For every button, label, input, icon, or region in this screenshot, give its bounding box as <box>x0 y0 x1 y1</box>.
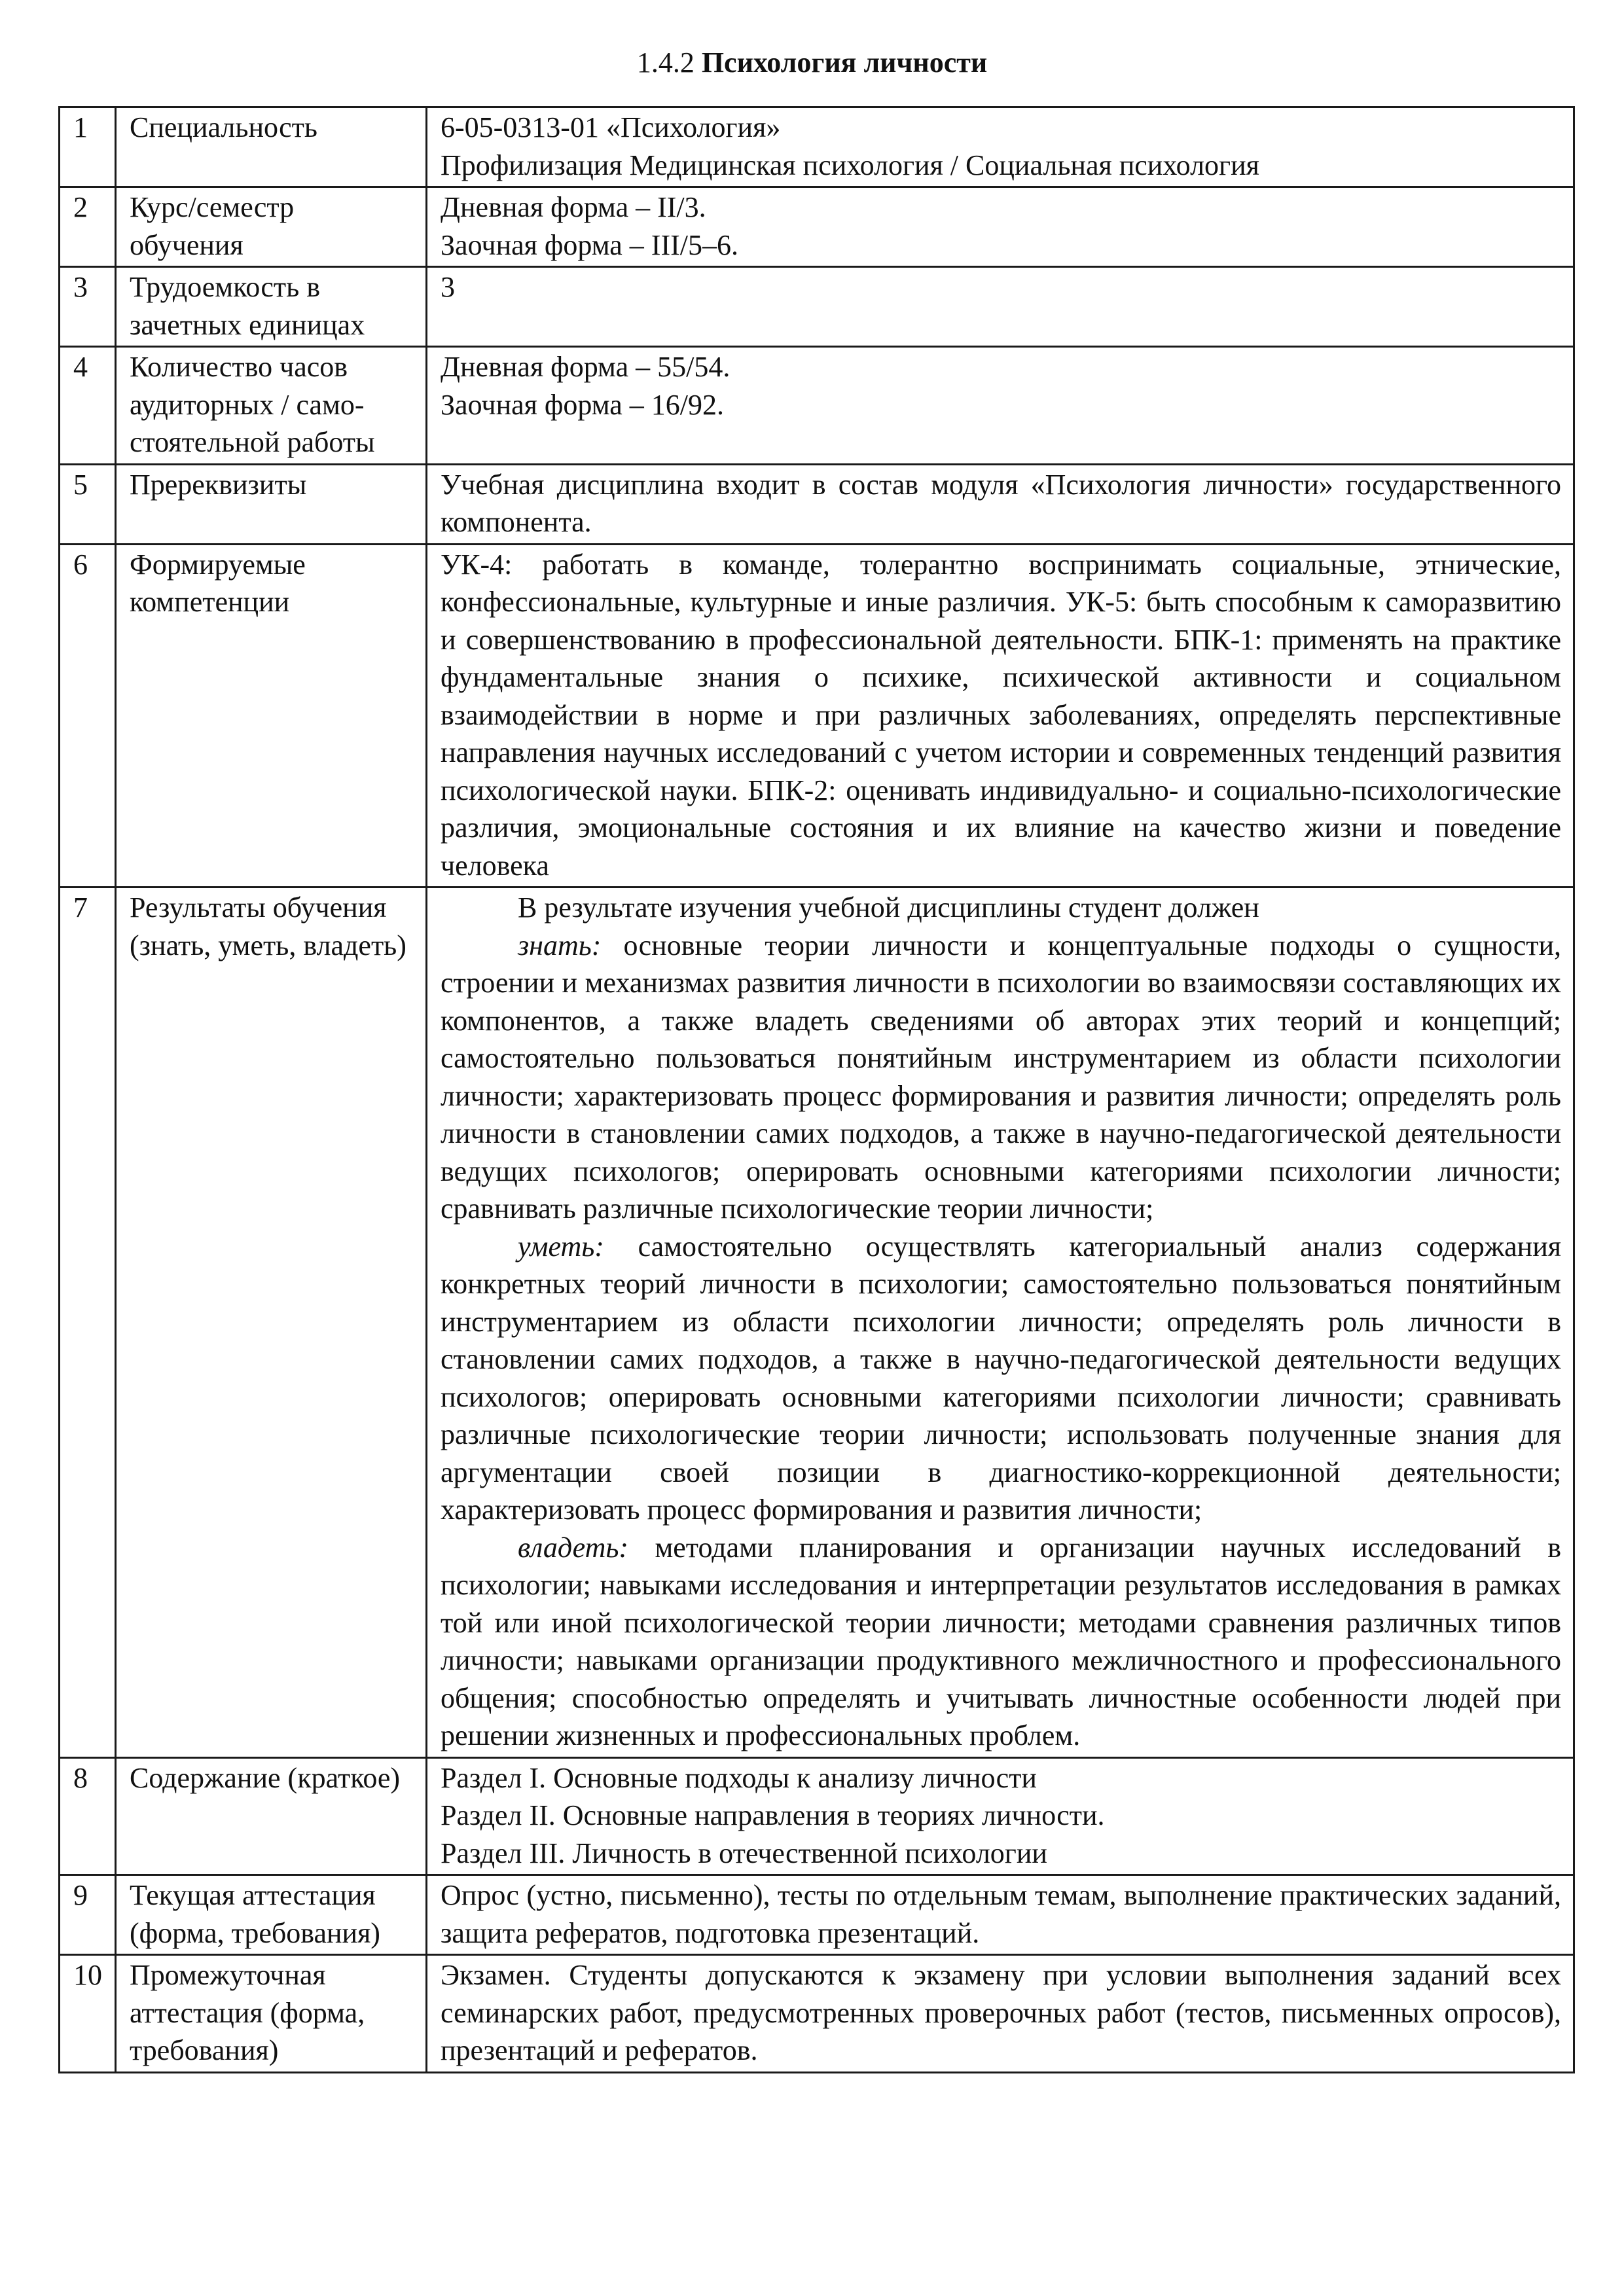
row-number: 2 <box>60 187 116 267</box>
table-row <box>60 1757 1574 1875</box>
table-row <box>60 347 1574 465</box>
table-row <box>60 544 1574 888</box>
know-paragraph <box>441 927 1561 1228</box>
row-number: 6 <box>60 544 116 888</box>
row-value <box>427 347 1574 465</box>
row-value: УК-4: работать в команде, толерантно воспринимать социальные, этнические, конфессиональные, культурные и иные различия. УК-5: быть способным к саморазвитию и совершенствованию в профессиональной деятельности. БПК-1: применять на практике фундаментальные знания о психике, психической активности и социальном взаимодействии в норме и при различных заболеваниях, определять перспективные направления научных исследований с учетом истории и современных тенденций развития психологической науки. БПК-2: оценивать индивидуально- и социально-психологические различия, эмоциональные состояния и их влияние на качество жизни и поведение человека <box>427 544 1574 888</box>
table-row <box>60 888 1574 1758</box>
row-label: Формируемые компетенции <box>116 544 427 888</box>
row-value: Экзамен. Студенты допускаются к экзамену при условии выполнения заданий всех семинарских работ, предусмотренных проверочных работ (тестов, письменных опросов), презентаций и рефератов. <box>427 1955 1574 2073</box>
row-value <box>427 888 1574 1758</box>
row-value <box>427 267 1574 347</box>
row-number: 4 <box>60 347 116 465</box>
value-line: Заочная форма – 16/92. <box>441 388 725 421</box>
row-value: Опрос (устно, письменно), тесты по отдельным темам, выполнение практических заданий, защита рефератов, подготовка презентаций. <box>427 1875 1574 1955</box>
value-line: Заочная форма – III/5–6. <box>441 228 738 261</box>
row-label: Результаты обучения (знать, уметь, владеть) <box>116 888 427 1758</box>
row-value <box>427 187 1574 267</box>
discipline-card-table <box>58 106 1575 2073</box>
value-line: Раздел I. Основные подходы к анализу личности <box>441 1761 1037 1794</box>
value-line: 6-05-0313-01 «Психология» <box>441 111 781 143</box>
row-label: Текущая аттестация (форма, требования) <box>116 1875 427 1955</box>
row-number: 3 <box>60 267 116 347</box>
own-keyword: владеть: <box>518 1531 629 1564</box>
value-line: Раздел II. Основные направления в теориях личности. <box>441 1799 1105 1831</box>
row-number: 8 <box>60 1757 116 1875</box>
section-number: 1.4.2 <box>636 46 695 79</box>
can-paragraph <box>441 1228 1561 1529</box>
row-number: 5 <box>60 464 116 544</box>
own-paragraph <box>441 1529 1561 1755</box>
row-label: Трудоемкость в зачетных единицах <box>116 267 427 347</box>
row-label: Промежуточная аттестация (форма, требования) <box>116 1955 427 2073</box>
row-value <box>427 1757 1574 1875</box>
row-number: 1 <box>60 107 116 187</box>
table-row <box>60 464 1574 544</box>
value-line: Профилизация Медицинская психология / Социальная психология <box>441 149 1259 181</box>
discipline-name: Психология личности <box>701 46 988 79</box>
row-value <box>427 107 1574 187</box>
own-text: методами планирования и организации научных исследований в психологии; навыками исследования и интерпретации результатов исследования в рамках той или иной психологической теории личности; методами сравнения различных типов личности; навыками организации продуктивного межличностного и профессионального общения; способностью определять и учитывать личностные особенности людей при решении жизненных и профессиональных проблем. <box>441 1531 1561 1751</box>
row-label: Содержание (краткое) <box>116 1757 427 1875</box>
table-row <box>60 267 1574 347</box>
know-keyword: знать: <box>518 929 602 961</box>
row-number: 9 <box>60 1875 116 1955</box>
row-label: Пререквизиты <box>116 464 427 544</box>
table-row <box>60 1875 1574 1955</box>
row-label: Специальность <box>116 107 427 187</box>
can-text: самостоятельно осуществлять категориальный анализ содержания конкретных теорий личности в психологии; самостоятельно пользоваться понятийным инструментарием из области психологии личности; определять роль личности в становлении самих подходов, а также в научно-педагогической деятельности ведущих психологов; оперировать основными категориями психологии личности; сравнивать различные психологические теории личности; использовать полученные знания для аргументации своей позиции в диагностико-коррекционной деятельности; характеризовать процесс формирования и развития личности; <box>441 1230 1561 1526</box>
learning-outcomes-intro: В результате изучения учебной дисциплины студент должен <box>518 891 1259 924</box>
page-title <box>0 45 1624 81</box>
know-text: основные теории личности и концептуальные подходы о сущности, строении и механизмах развития личности в психологии во взаимосвязи составляющих их компонентов, а также владеть сведениями об авторах этих теорий и концепций; самостоятельно пользоваться понятийным инструментарием из области психологии личности; характеризовать процесс формирования и развития личности; определять роль личности в становлении самих подходов, а также в научно-педагогической деятельности ведущих психологов; оперировать основными категориями психологии личности; сравнивать различные психологические теории личности; <box>441 929 1561 1225</box>
row-value: Учебная дисциплина входит в состав модуля «Психология личности» государственного компонента. <box>427 464 1574 544</box>
table-row <box>60 107 1574 187</box>
value-line: 3 <box>441 271 455 303</box>
row-label: Курс/семестр обучения <box>116 187 427 267</box>
value-line: Дневная форма – II/3. <box>441 191 706 223</box>
row-number: 10 <box>60 1955 116 2073</box>
table-row <box>60 1955 1574 2073</box>
row-label: Количество часов аудиторных / само- стоятельной работы <box>116 347 427 465</box>
value-line: Раздел III. Личность в отечественной психологии <box>441 1837 1047 1869</box>
can-keyword: уметь: <box>518 1230 604 1263</box>
value-line: Дневная форма – 55/54. <box>441 351 731 383</box>
table-row <box>60 187 1574 267</box>
row-number: 7 <box>60 888 116 1758</box>
